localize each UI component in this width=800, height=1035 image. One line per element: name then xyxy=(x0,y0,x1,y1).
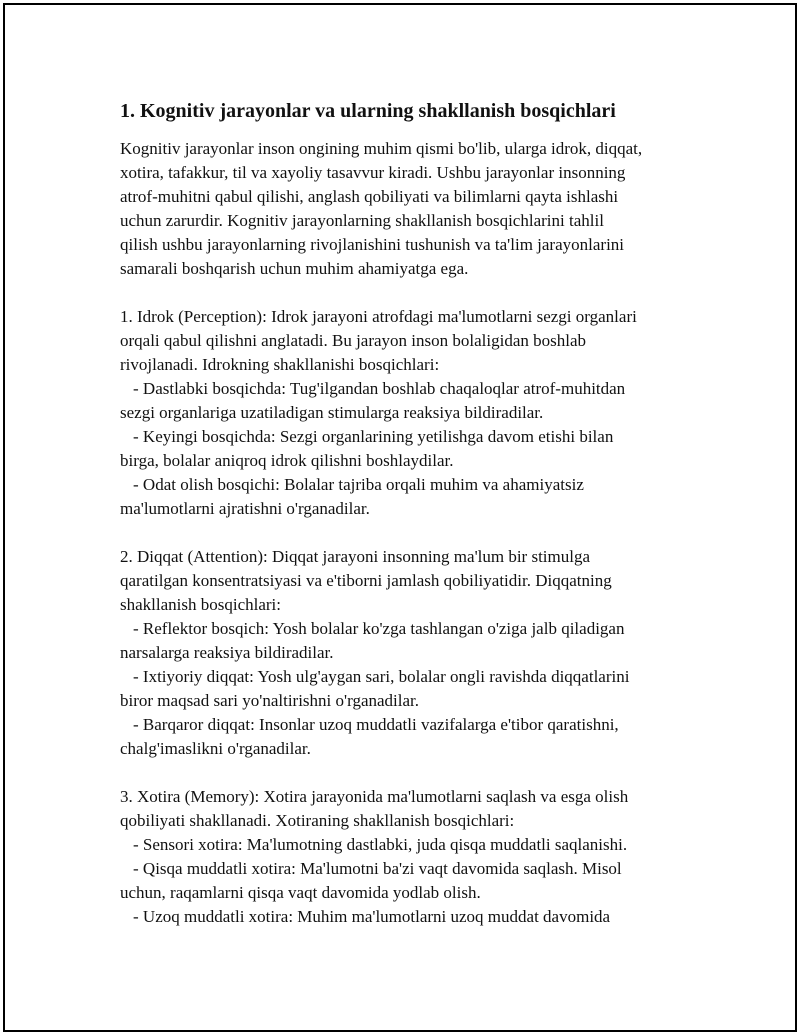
list-item-line: - Sensori xotira: Ma'lumotning dastlabki, juda qisqa muddatli saqlanishi. xyxy=(133,835,628,854)
section-heading-line: shakllanish bosqichlari: xyxy=(120,595,282,614)
section-idrok xyxy=(120,305,710,521)
list-item-line: - Odat olish bosqichi: Bolalar tajriba orqali muhim va ahamiyatsiz xyxy=(133,475,584,494)
list-item-line: sezgi organlariga uzatiladigan stimularga reaksiya bildiradilar. xyxy=(120,403,544,422)
section-heading-line: qobiliyati shakllanadi. Xotiraning shakllanish bosqichlari: xyxy=(120,811,515,830)
list-item-line: - Reflektor bosqich: Yosh bolalar ko'zga tashlangan o'ziga jalb qiladigan xyxy=(133,619,625,638)
list-item-line: birga, bolalar aniqroq idrok qilishni boshlaydilar. xyxy=(120,451,454,470)
list-item-line: uchun, raqamlarni qisqa vaqt davomida yodlab olish. xyxy=(120,883,481,902)
intro-line: xotira, tafakkur, til va xayoliy tasavvur kiradi. Ushbu jarayonlar insonning xyxy=(120,163,626,182)
section-heading-line: 2. Diqqat (Attention): Diqqat jarayoni insonning ma'lum bir stimulga xyxy=(120,547,591,566)
section-diqqat xyxy=(120,545,710,761)
intro-line: atrof-muhitni qabul qilishi, anglash qobiliyati va bilimlarni qayta ishlashi xyxy=(120,187,619,206)
list-item-line: - Ixtiyoriy diqqat: Yosh ulg'aygan sari, bolalar ongli ravishda diqqatlarini xyxy=(133,667,630,686)
paragraph-gap xyxy=(120,761,710,785)
section-heading-line: 1. Idrok (Perception): Idrok jarayoni atrofdagi ma'lumotlarni sezgi organlari xyxy=(120,307,637,326)
paragraph-gap xyxy=(120,521,710,545)
list-item-line: - Barqaror diqqat: Insonlar uzoq muddatli vazifalarga e'tibor qaratishni, xyxy=(133,715,619,734)
document-page xyxy=(3,3,797,1032)
list-item-line: ma'lumotlarni ajratishni o'rganadilar. xyxy=(120,499,370,518)
section-xotira xyxy=(120,785,710,929)
section-heading-line: 3. Xotira (Memory): Xotira jarayonida ma'lumotlarni saqlash va esga olish xyxy=(120,787,629,806)
intro-line: qilish ushbu jarayonlarning rivojlanishini tushunish va ta'lim jarayonlarini xyxy=(120,235,625,254)
paragraph-gap xyxy=(120,281,710,305)
section-heading-line: rivojlanadi. Idrokning shakllanishi bosqichlari: xyxy=(120,355,440,374)
list-item-line: - Uzoq muddatli xotira: Muhim ma'lumotlarni uzoq muddat davomida xyxy=(133,907,611,926)
section-heading-line: orqali qabul qilishni anglatadi. Bu jarayon inson bolaligidan boshlab xyxy=(120,331,587,350)
intro-line: Kognitiv jarayonlar inson ongining muhim qismi bo'lib, ularga idrok, diqqat, xyxy=(120,139,643,158)
intro-line: samarali boshqarish uchun muhim ahamiyatga ega. xyxy=(120,259,469,278)
list-item-line: biror maqsad sari yo'naltirishni o'rganadilar. xyxy=(120,691,419,710)
list-item-line: narsalarga reaksiya bildiradilar. xyxy=(120,643,334,662)
intro-paragraph xyxy=(120,137,710,281)
section-heading-line: qaratilgan konsentratsiyasi va e'tiborni jamlash qobiliyatidir. Diqqatning xyxy=(120,571,612,590)
document-title: 1. Kognitiv jarayonlar va ularning shakllanish bosqichlari xyxy=(120,100,616,122)
list-item-line: - Keyingi bosqichda: Sezgi organlarining yetilishga davom etishi bilan xyxy=(133,427,614,446)
list-item-line: - Qisqa muddatli xotira: Ma'lumotni ba'zi vaqt davomida saqlash. Misol xyxy=(133,859,622,878)
intro-line: uchun zarurdir. Kognitiv jarayonlarning shakllanish bosqichlarini tahlil xyxy=(120,211,604,230)
list-item-line: - Dastlabki bosqichda: Tug'ilgandan boshlab chaqaloqlar atrof-muhitdan xyxy=(133,379,626,398)
document-content xyxy=(120,97,710,929)
list-item-line: chalg'imaslikni o'rganadilar. xyxy=(120,739,311,758)
